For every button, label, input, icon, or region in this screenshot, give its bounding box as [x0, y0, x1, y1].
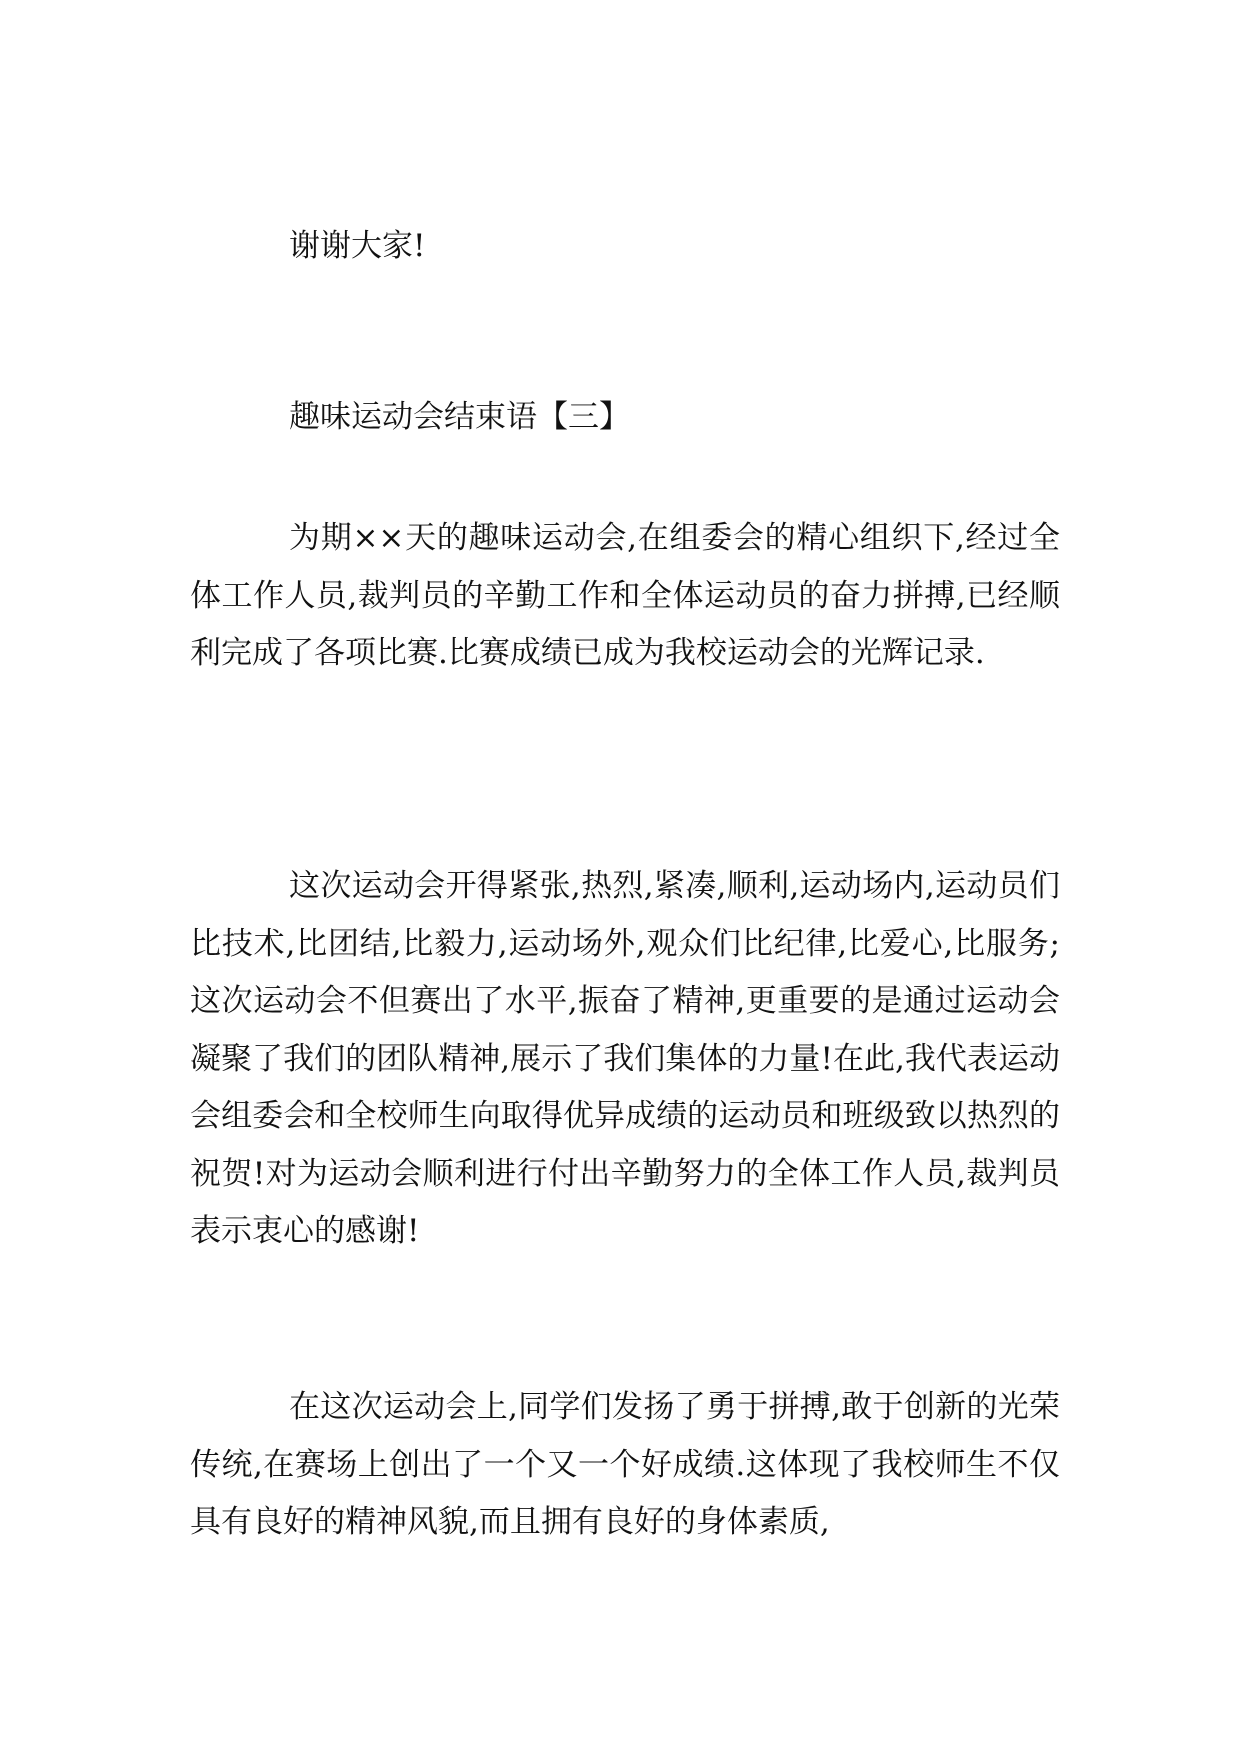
- section-heading: 趣味运动会结束语【三】: [289, 399, 630, 435]
- paragraph-2: 这次运动会开得紧张,热烈,紧凑,顺利,运动场内,运动员们比技术,比团结,比毅力,运动场外,观众们比纪律,比爱心,比服务;这次运动会不但赛出了水平,振奋了精神,更重要的是通过运动会凝聚了我们的团队精神,展示了我们集体的力量!在此,我代表运动会组委会和全校师生向取得优异成绩的运动员和班级致以热烈的祝贺!对为运动会顺利进行付出辛勤努力的全体工作人员,裁判员表示衷心的感谢!: [190, 868, 1060, 1249]
- closing-text: 谢谢大家!: [289, 228, 426, 264]
- paragraph-1: 为期××天的趣味运动会,在组委会的精心组织下,经过全体工作人员,裁判员的辛勤工作和全体运动员的奋力拼搏,已经顺利完成了各项比赛.比赛成绩已成为我校运动会的光辉记录.: [190, 520, 1060, 671]
- paragraph-3: 在这次运动会上,同学们发扬了勇于拼搏,敢于创新的光荣传统,在赛场上创出了一个又一个好成绩.这体现了我校师生不仅具有良好的精神风貌,而且拥有良好的身体素质,: [190, 1389, 1060, 1540]
